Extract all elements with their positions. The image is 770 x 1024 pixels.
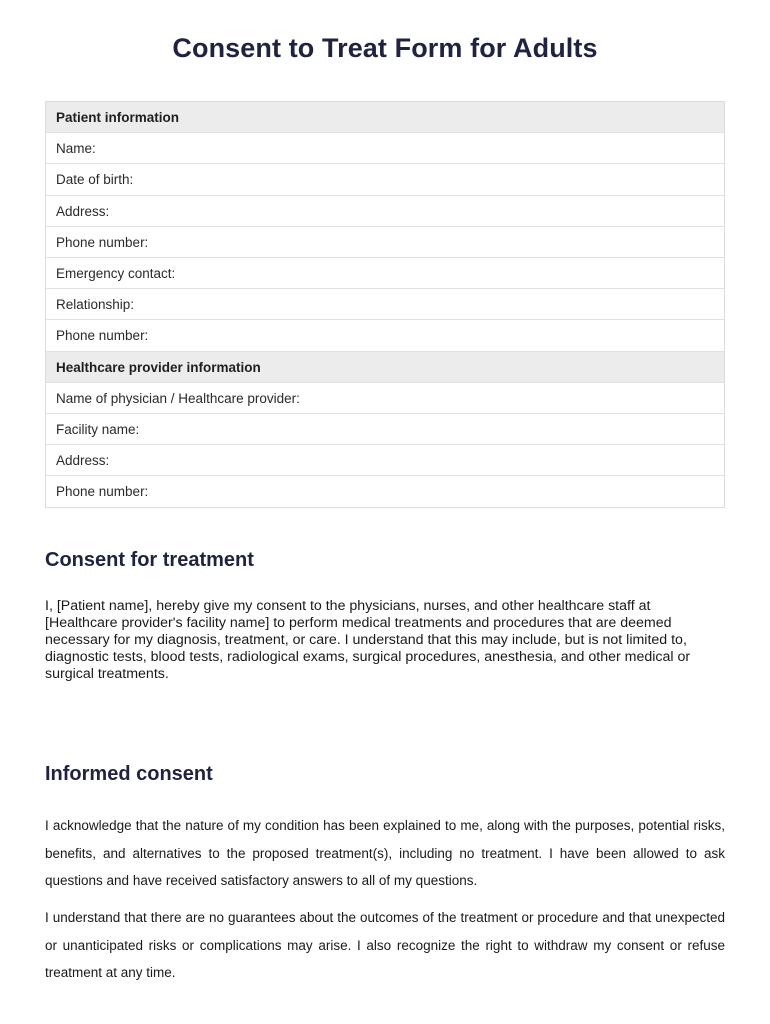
- relationship-field[interactable]: Relationship:: [46, 289, 724, 320]
- patient-name-field[interactable]: Name:: [46, 133, 724, 164]
- provider-address-field[interactable]: Address:: [46, 445, 724, 476]
- patient-date-of-birth-field[interactable]: Date of birth:: [46, 164, 724, 195]
- patient-phone-number-field[interactable]: Phone number:: [46, 227, 724, 258]
- information-table: [45, 101, 725, 508]
- informed-consent-heading: Informed consent: [45, 763, 213, 785]
- facility-name-field[interactable]: Facility name:: [46, 414, 724, 445]
- consent-for-treatment-heading: Consent for treatment: [45, 549, 254, 571]
- informed-consent-paragraph-2: I understand that there are no guarantees about the outcomes of the treatment or procedure and that unexpected or unanticipated risks or complications may arise. I also recognize the right to withdraw my consent or refuse treatment at any time.: [45, 910, 725, 980]
- patient-information-header: Patient information: [46, 102, 724, 133]
- emergency-phone-number-field[interactable]: Phone number:: [46, 320, 724, 351]
- provider-phone-number-field[interactable]: Phone number:: [56, 484, 149, 500]
- page-title: Consent to Treat Form for Adults: [172, 33, 598, 63]
- emergency-contact-field[interactable]: Emergency contact:: [46, 258, 724, 289]
- provider-name-field[interactable]: Name of physician / Healthcare provider:: [46, 383, 724, 414]
- consent-for-treatment-body: I, [Patient name], hereby give my consent to the physicians, nurses, and other healthcare staff at [Healthcare provider's facility name] to perform medical treatments and procedures that are deemed necessary for my diagnosis, treatment, or care. I understand that this may include, but is not limited to, diagnostic tests, blood tests, radiological exams, surgical procedures, anesthesia, and other medical or surgical treatments.: [45, 598, 691, 682]
- patient-address-field[interactable]: Address:: [46, 196, 724, 227]
- informed-consent-paragraph-1: I acknowledge that the nature of my condition has been explained to me, along with the purposes, potential risks, benefits, and alternatives to the proposed treatment(s), including no treatment. I have been allowed to ask questions and have received satisfactory answers to all of my questions.: [45, 818, 725, 888]
- provider-information-header: Healthcare provider information: [46, 352, 724, 383]
